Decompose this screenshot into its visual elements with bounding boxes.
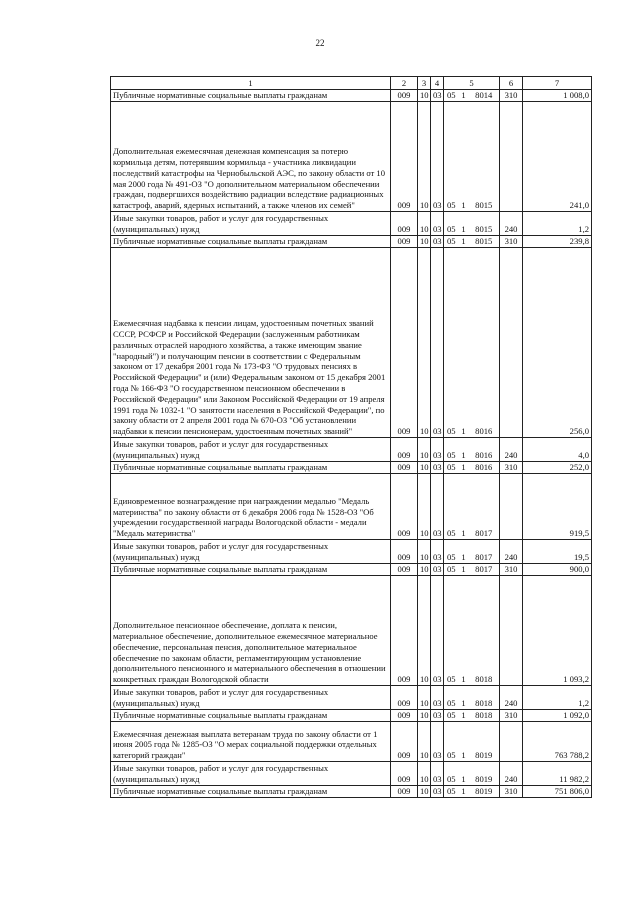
ministry-code: 009 <box>391 786 418 798</box>
header-col-6: 6 <box>500 77 523 90</box>
target-subprogram-code: 1 <box>459 462 469 474</box>
amount: 241,0 <box>523 102 592 212</box>
target-item-code: 8015 <box>469 236 500 248</box>
target-subprogram-code: 1 <box>459 438 469 462</box>
target-program-code: 05 <box>444 248 459 438</box>
expense-type-code: 310 <box>500 564 523 576</box>
ministry-code: 009 <box>391 248 418 438</box>
row-name: Иные закупки товаров, работ и услуг для государственных (муниципальных) нужд <box>111 438 391 462</box>
amount: 900,0 <box>523 564 592 576</box>
header-col-7: 7 <box>523 77 592 90</box>
subsection-code: 03 <box>431 710 444 722</box>
target-subprogram-code: 1 <box>459 474 469 540</box>
expense-type-code: 310 <box>500 786 523 798</box>
expense-type-code: 240 <box>500 686 523 710</box>
subsection-code: 03 <box>431 90 444 102</box>
subsection-code: 03 <box>431 102 444 212</box>
expense-type-code: 310 <box>500 710 523 722</box>
header-col-1: 1 <box>111 77 391 90</box>
subsection-code: 03 <box>431 786 444 798</box>
row-name: Дополнительное пенсионное обеспечение, доплата к пенсии, материальное обеспечение, дополнительное ежемесячное материальное обеспечение, персональная пенсия, дополнительное материальное обеспечение по законам области, регламентирующим установление дополнительного пенсионного и материального обеспечения в отношении конкретных граждан Вологодской области <box>111 576 391 686</box>
target-program-code: 05 <box>444 786 459 798</box>
table-row <box>111 236 592 248</box>
ministry-code: 009 <box>391 474 418 540</box>
header-col-5: 5 <box>444 77 500 90</box>
subsection-code: 03 <box>431 248 444 438</box>
target-program-code: 05 <box>444 236 459 248</box>
subsection-code: 03 <box>431 540 444 564</box>
ministry-code: 009 <box>391 762 418 786</box>
row-name: Ежемесячная денежная выплата ветеранам труда по закону области от 1 июня 2005 года № 1285-ОЗ "О мерах социальной поддержки отдельных категорий граждан" <box>111 722 391 762</box>
table-row <box>111 722 592 762</box>
table-row <box>111 540 592 564</box>
amount: 252,0 <box>523 462 592 474</box>
subsection-code: 03 <box>431 564 444 576</box>
target-subprogram-code: 1 <box>459 564 469 576</box>
target-item-code: 8015 <box>469 212 500 236</box>
subsection-code: 03 <box>431 438 444 462</box>
subsection-code: 03 <box>431 576 444 686</box>
section-code: 10 <box>418 762 431 786</box>
section-code: 10 <box>418 102 431 212</box>
section-code: 10 <box>418 710 431 722</box>
table-row <box>111 102 592 212</box>
target-item-code: 8016 <box>469 248 500 438</box>
target-item-code: 8017 <box>469 564 500 576</box>
table-row <box>111 564 592 576</box>
expense-type-code: 240 <box>500 212 523 236</box>
section-code: 10 <box>418 248 431 438</box>
row-name: Публичные нормативные социальные выплаты гражданам <box>111 462 391 474</box>
amount: 1,2 <box>523 212 592 236</box>
table-row <box>111 762 592 786</box>
ministry-code: 009 <box>391 686 418 710</box>
target-item-code: 8018 <box>469 686 500 710</box>
target-item-code: 8016 <box>469 462 500 474</box>
budget-table <box>110 76 592 798</box>
section-code: 10 <box>418 212 431 236</box>
target-program-code: 05 <box>444 474 459 540</box>
row-name: Иные закупки товаров, работ и услуг для государственных (муниципальных) нужд <box>111 686 391 710</box>
ministry-code: 009 <box>391 438 418 462</box>
section-code: 10 <box>418 576 431 686</box>
expense-type-code: 310 <box>500 90 523 102</box>
ministry-code: 009 <box>391 462 418 474</box>
header-col-3: 3 <box>418 77 431 90</box>
section-code: 10 <box>418 564 431 576</box>
target-item-code: 8017 <box>469 474 500 540</box>
target-program-code: 05 <box>444 212 459 236</box>
table-row <box>111 686 592 710</box>
row-name: Дополнительная ежемесячная денежная компенсация за потерю кормильца детям, потерявшим кормильца - участника ликвидации последствий катастрофы на Чернобыльской АЭС, по закону области от 10 мая 2000 года № 491-ОЗ "О дополнительном материальном обеспечении граждан, подвергшихся воздействию радиации вследствие радиационных катастроф, аварий, ядерных испытаний, а также членов их семей" <box>111 102 391 212</box>
target-subprogram-code: 1 <box>459 686 469 710</box>
amount: 1 092,0 <box>523 710 592 722</box>
amount: 1,2 <box>523 686 592 710</box>
table-row <box>111 248 592 438</box>
expense-type-code <box>500 248 523 438</box>
table-row <box>111 462 592 474</box>
amount: 1 093,2 <box>523 576 592 686</box>
ministry-code: 009 <box>391 564 418 576</box>
section-code: 10 <box>418 438 431 462</box>
amount: 4,0 <box>523 438 592 462</box>
page-number: 22 <box>315 38 325 48</box>
target-item-code: 8019 <box>469 786 500 798</box>
row-name: Иные закупки товаров, работ и услуг для государственных (муниципальных) нужд <box>111 212 391 236</box>
target-subprogram-code: 1 <box>459 762 469 786</box>
section-code: 10 <box>418 236 431 248</box>
target-item-code: 8016 <box>469 438 500 462</box>
ministry-code: 009 <box>391 710 418 722</box>
section-code: 10 <box>418 722 431 762</box>
row-name: Иные закупки товаров, работ и услуг для государственных (муниципальных) нужд <box>111 540 391 564</box>
expense-type-code <box>500 102 523 212</box>
ministry-code: 009 <box>391 212 418 236</box>
table-row <box>111 710 592 722</box>
expense-type-code <box>500 576 523 686</box>
target-subprogram-code: 1 <box>459 236 469 248</box>
section-code: 10 <box>418 786 431 798</box>
target-subprogram-code: 1 <box>459 786 469 798</box>
expense-type-code <box>500 474 523 540</box>
ministry-code: 009 <box>391 90 418 102</box>
amount: 239,8 <box>523 236 592 248</box>
amount: 11 982,2 <box>523 762 592 786</box>
target-subprogram-code: 1 <box>459 540 469 564</box>
subsection-code: 03 <box>431 686 444 710</box>
target-item-code: 8019 <box>469 722 500 762</box>
amount: 256,0 <box>523 248 592 438</box>
header-col-2: 2 <box>391 77 418 90</box>
amount: 919,5 <box>523 474 592 540</box>
target-subprogram-code: 1 <box>459 248 469 438</box>
table-row <box>111 438 592 462</box>
target-program-code: 05 <box>444 710 459 722</box>
target-subprogram-code: 1 <box>459 90 469 102</box>
row-name: Публичные нормативные социальные выплаты гражданам <box>111 564 391 576</box>
expense-type-code: 240 <box>500 762 523 786</box>
table-row <box>111 212 592 236</box>
table-row <box>111 576 592 686</box>
subsection-code: 03 <box>431 722 444 762</box>
expense-type-code <box>500 722 523 762</box>
target-subprogram-code: 1 <box>459 722 469 762</box>
target-program-code: 05 <box>444 540 459 564</box>
subsection-code: 03 <box>431 462 444 474</box>
section-code: 10 <box>418 474 431 540</box>
section-code: 10 <box>418 540 431 564</box>
target-item-code: 8018 <box>469 576 500 686</box>
row-name: Иные закупки товаров, работ и услуг для государственных (муниципальных) нужд <box>111 762 391 786</box>
ministry-code: 009 <box>391 540 418 564</box>
target-item-code: 8014 <box>469 90 500 102</box>
row-name: Ежемесячная надбавка к пенсии лицам, удостоенным почетных званий СССР, РСФСР и Российской Федерации (заслуженным работникам различных отраслей народного хозяйства, а также имеющим звание "народный") и получающим пенсии в соответствии с Федеральным законом от 17 декабря 2001 года № 173-ФЗ "О трудовых пенсиях в Российской Федерации" и (или) Федеральным законом от 15 декабря 2001 года № 166-ФЗ "О государственном пенсионном обеспечении в Российской Федерации" или Законом Российской Федерации от 19 апреля 1991 года № 1032-1 "О занятости населения в Российской Федерации", по закону области от 2 апреля 2001 года № 670-ОЗ "Об установлении надбавки к пенсии пенсионерам, удостоенным почетных званий" <box>111 248 391 438</box>
row-name: Публичные нормативные социальные выплаты гражданам <box>111 710 391 722</box>
target-item-code: 8017 <box>469 540 500 564</box>
ministry-code: 009 <box>391 722 418 762</box>
target-program-code: 05 <box>444 564 459 576</box>
row-name: Публичные нормативные социальные выплаты гражданам <box>111 90 391 102</box>
row-name: Единовременное вознаграждение при награждении медалью "Медаль материнства" по закону области от 6 декабря 2006 года № 1528-ОЗ "Об учреждении государственной награды Вологодской области - медали "Медаль материнства" <box>111 474 391 540</box>
table-row <box>111 474 592 540</box>
subsection-code: 03 <box>431 236 444 248</box>
table-row <box>111 786 592 798</box>
target-subprogram-code: 1 <box>459 102 469 212</box>
expense-type-code: 310 <box>500 462 523 474</box>
target-subprogram-code: 1 <box>459 576 469 686</box>
amount: 763 788,2 <box>523 722 592 762</box>
header-col-4: 4 <box>431 77 444 90</box>
target-program-code: 05 <box>444 576 459 686</box>
target-program-code: 05 <box>444 686 459 710</box>
subsection-code: 03 <box>431 212 444 236</box>
subsection-code: 03 <box>431 474 444 540</box>
expense-type-code: 240 <box>500 438 523 462</box>
target-program-code: 05 <box>444 438 459 462</box>
ministry-code: 009 <box>391 102 418 212</box>
target-item-code: 8018 <box>469 710 500 722</box>
target-item-code: 8019 <box>469 762 500 786</box>
expense-type-code: 240 <box>500 540 523 564</box>
ministry-code: 009 <box>391 236 418 248</box>
amount: 751 806,0 <box>523 786 592 798</box>
section-code: 10 <box>418 462 431 474</box>
expense-type-code: 310 <box>500 236 523 248</box>
amount: 19,5 <box>523 540 592 564</box>
ministry-code: 009 <box>391 576 418 686</box>
target-program-code: 05 <box>444 722 459 762</box>
target-program-code: 05 <box>444 102 459 212</box>
target-subprogram-code: 1 <box>459 710 469 722</box>
target-program-code: 05 <box>444 90 459 102</box>
subsection-code: 03 <box>431 762 444 786</box>
header-row <box>111 77 592 90</box>
table-body <box>111 90 592 798</box>
section-code: 10 <box>418 90 431 102</box>
row-name: Публичные нормативные социальные выплаты гражданам <box>111 786 391 798</box>
row-name: Публичные нормативные социальные выплаты гражданам <box>111 236 391 248</box>
table-row <box>111 90 592 102</box>
target-program-code: 05 <box>444 762 459 786</box>
amount: 1 008,0 <box>523 90 592 102</box>
target-item-code: 8015 <box>469 102 500 212</box>
target-subprogram-code: 1 <box>459 212 469 236</box>
section-code: 10 <box>418 686 431 710</box>
target-program-code: 05 <box>444 462 459 474</box>
